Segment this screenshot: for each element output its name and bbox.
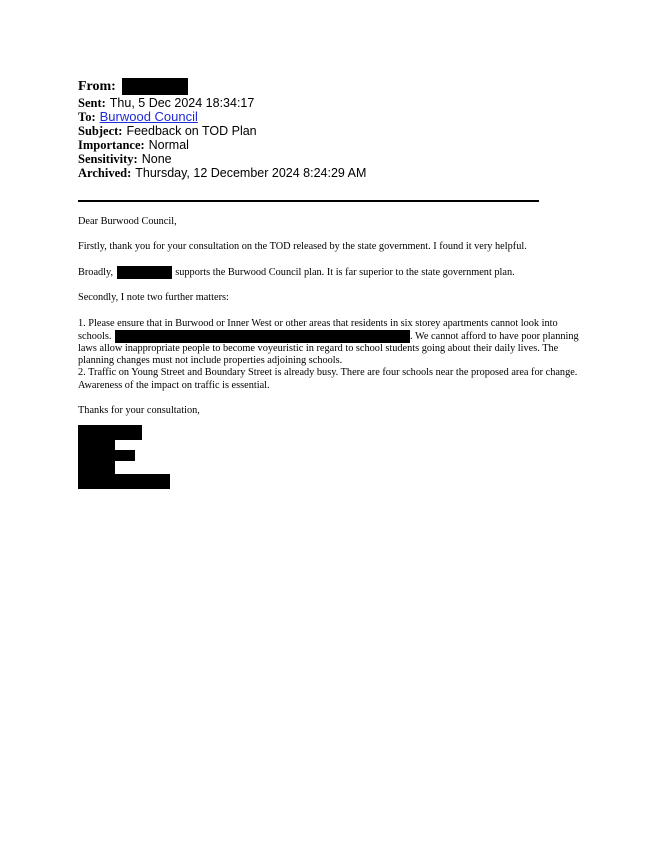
sent-value: Thu, 5 Dec 2024 18:34:17 — [109, 96, 255, 110]
support-text-start: Broadly, — [78, 267, 114, 279]
from-redaction — [122, 78, 188, 95]
greeting: Dear Burwood Council, — [78, 216, 177, 227]
email-header — [78, 76, 598, 180]
sensitivity-row — [78, 152, 598, 166]
matter-1-redaction — [115, 330, 410, 343]
name-redaction — [117, 266, 172, 279]
to-label: To: — [78, 110, 96, 124]
paragraph-matters: Secondly, I note two further matters: — [78, 292, 229, 304]
paragraph-support — [78, 266, 583, 279]
email-body — [78, 216, 583, 430]
paragraph-thanks: Firstly, thank you for your consultation on the TOD released by the state government. I found it very helpful. — [78, 241, 527, 253]
importance-value: Normal — [148, 138, 189, 152]
sensitivity-value: None — [141, 152, 172, 166]
support-text-end: supports the Burwood Council plan. It is far superior to the state government plan. — [175, 267, 515, 279]
archived-row — [78, 166, 598, 180]
matter-2: 2. Traffic on Young Street and Boundary Street is already busy. There are four schools near the proposed area for change. Awareness of the impact on traffic is essential. — [78, 367, 578, 391]
matters-list — [78, 318, 583, 392]
subject-row — [78, 124, 598, 138]
matter-1-end: . We cannot afford to have poor planning laws allow inappropriate people to become voyeuristic in regard to school students going about their daily lives. The planning changes must not include properties adjoining schools. — [78, 330, 579, 367]
header-divider — [78, 200, 539, 202]
sent-label: Sent: — [78, 96, 106, 110]
closing: Thanks for your consultation, — [78, 404, 200, 416]
importance-row — [78, 138, 598, 152]
subject-value: Feedback on TOD Plan — [126, 124, 257, 138]
to-recipient-link[interactable]: Burwood Council — [99, 109, 198, 124]
archived-value: Thursday, 12 December 2024 8:24:29 AM — [135, 166, 367, 180]
subject-label: Subject: — [78, 124, 123, 138]
from-row — [78, 76, 598, 96]
matter-1-start: 1. Please ensure that in Burwood or Inner West or other areas that residents in six storey apartments cannot look into schools. — [78, 317, 558, 342]
signature-redaction — [78, 425, 170, 489]
sent-row — [78, 96, 598, 110]
importance-label: Importance: — [78, 138, 145, 152]
archived-label: Archived: — [78, 166, 132, 180]
from-label: From: — [78, 79, 116, 94]
to-row — [78, 110, 598, 124]
sensitivity-label: Sensitivity: — [78, 152, 138, 166]
